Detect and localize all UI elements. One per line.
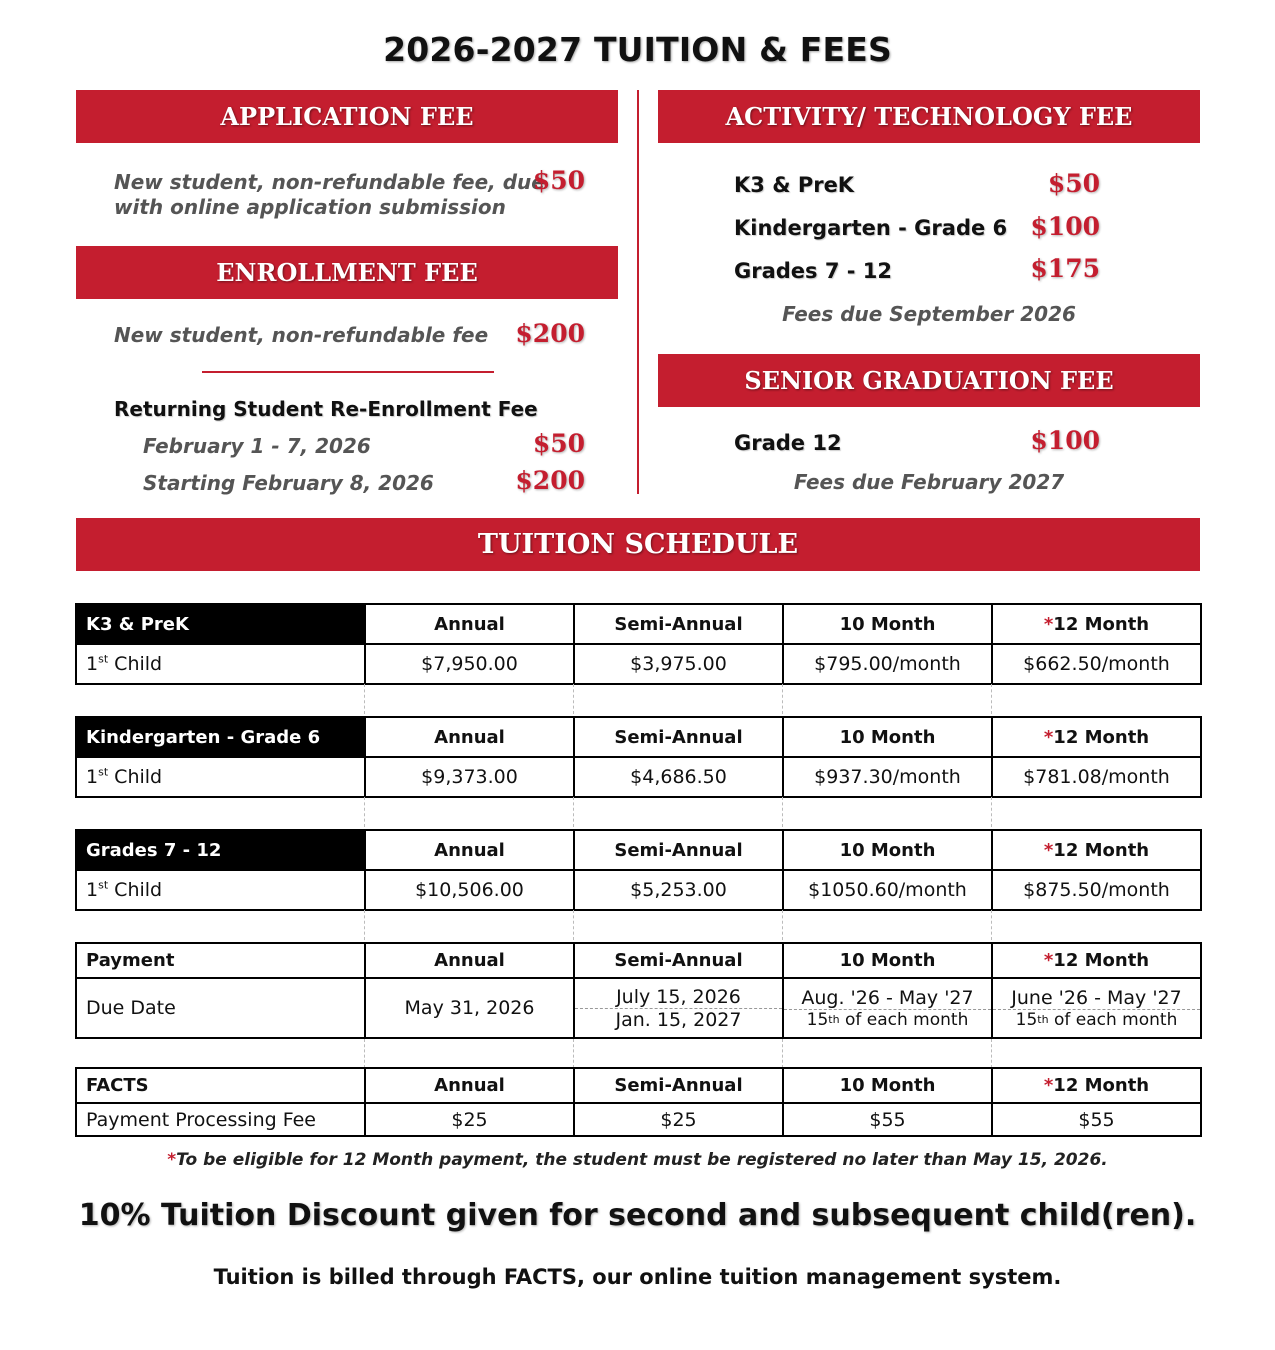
value-12-month: $875.50/month [992, 870, 1201, 910]
child-label [76, 757, 365, 797]
col-12-month-label: 12 Month [1053, 726, 1150, 748]
payment-table [75, 942, 1202, 1039]
col-annual: Annual [365, 1068, 574, 1103]
col-10-month: 10 Month [783, 943, 992, 978]
activity-fee-heading: ACTIVITY/ TECHNOLOGY FEE [658, 90, 1200, 143]
due-10-num: 15 [806, 1009, 829, 1030]
tuition-table-k-grade6 [75, 716, 1202, 798]
application-fee-price: $50 [532, 166, 585, 195]
asterisk: * [1043, 1075, 1054, 1096]
child-suffix: Child [108, 879, 163, 901]
table-gap [75, 910, 1200, 940]
payment-title: Payment [76, 943, 365, 978]
child-sup: st [98, 652, 109, 666]
asterisk: * [1043, 839, 1054, 861]
col-semi-annual: Semi-Annual [574, 943, 783, 978]
col-12-month [992, 943, 1201, 978]
billing-statement: Tuition is billed through FACTS, our online tuition management system. [213, 1265, 1062, 1289]
facts-semi-annual: $25 [574, 1103, 783, 1136]
col-annual: Annual [365, 717, 574, 757]
due-semi-annual [574, 978, 783, 1038]
application-fee-heading: APPLICATION FEE [76, 90, 618, 143]
activity-item-label: K3 & PreK [734, 173, 855, 197]
child-num: 1 [86, 766, 99, 788]
child-sup: st [98, 765, 109, 779]
facts-10-month: $55 [783, 1103, 992, 1136]
graduation-fee-due: Fees due February 2027 [793, 470, 1065, 494]
facts-12-month: $55 [992, 1103, 1201, 1136]
due-12-rest: of each month [1048, 1009, 1178, 1030]
due-10-rest: of each month [839, 1009, 969, 1030]
value-semi-annual: $3,975.00 [574, 644, 783, 684]
due-12-num: 15 [1015, 1009, 1038, 1030]
col-12-month-label: 12 Month [1053, 1075, 1150, 1096]
table-gap [75, 797, 1200, 827]
child-label [76, 644, 365, 684]
facts-row-label: Payment Processing Fee [76, 1103, 365, 1136]
due-12-day: 15 th of each month [1015, 1009, 1178, 1030]
footnote-text: To be eligible for 12 Month payment, the student must be registered no later than May 15, 2026. [176, 1150, 1108, 1170]
enrollment-new-text: New student, non-refundable fee [114, 323, 489, 347]
due-10-day: 15 th of each month [806, 1009, 969, 1030]
asterisk: * [1043, 950, 1054, 971]
table-gap [75, 1039, 1200, 1068]
col-12-month [992, 1068, 1201, 1103]
tuition-table-k3-prek [75, 603, 1202, 685]
col-12-month-label: 12 Month [1053, 839, 1150, 861]
asterisk: * [1043, 613, 1054, 635]
footnote [0, 1150, 1275, 1170]
returning-late-label: Starting February 8, 2026 [143, 471, 434, 495]
returning-early-price: $50 [532, 429, 585, 458]
group-name: Grades 7 - 12 [76, 830, 365, 870]
value-semi-annual: $5,253.00 [574, 870, 783, 910]
child-num: 1 [86, 879, 99, 901]
value-10-month: $1050.60/month [783, 870, 992, 910]
child-label [76, 870, 365, 910]
tuition-schedule-heading: TUITION SCHEDULE [76, 518, 1200, 571]
enrollment-divider [202, 371, 494, 373]
tuition-table-grades-7-12 [75, 829, 1202, 911]
due-semi-2: Jan. 15, 2027 [615, 1008, 742, 1031]
discount-statement: 10% Tuition Discount given for second and subsequent child(ren). [78, 1198, 1197, 1233]
enrollment-new-price: $200 [515, 319, 585, 348]
due-10-month [783, 978, 992, 1038]
facts-table [75, 1067, 1202, 1137]
value-10-month: $795.00/month [783, 644, 992, 684]
table-gap [75, 684, 1200, 714]
value-annual: $10,506.00 [365, 870, 574, 910]
application-fee-line2: with online application submission [114, 195, 506, 219]
returning-late-price: $200 [515, 466, 585, 495]
activity-item-label: Kindergarten - Grade 6 [734, 216, 1008, 240]
col-12-month [992, 717, 1201, 757]
due-semi-1: July 15, 2026 [575, 986, 782, 1009]
due-12-range: June '26 - May '27 [993, 987, 1200, 1010]
application-fee-line1: New student, non-refundable fee, due [114, 170, 545, 194]
facts-title: FACTS [76, 1068, 365, 1103]
activity-item-label: Grades 7 - 12 [734, 259, 893, 283]
returning-title: Returning Student Re-Enrollment Fee [114, 397, 538, 421]
enrollment-fee-heading: ENROLLMENT FEE [76, 246, 618, 299]
col-annual: Annual [365, 943, 574, 978]
activity-item-price: $175 [1030, 254, 1100, 283]
asterisk: * [167, 1150, 177, 1170]
child-num: 1 [86, 653, 99, 675]
col-12-month [992, 830, 1201, 870]
value-10-month: $937.30/month [783, 757, 992, 797]
col-10-month: 10 Month [783, 717, 992, 757]
due-12-month [992, 978, 1201, 1038]
value-semi-annual: $4,686.50 [574, 757, 783, 797]
graduation-price: $100 [1030, 426, 1100, 455]
activity-item-price: $50 [1047, 169, 1100, 198]
col-10-month: 10 Month [783, 1068, 992, 1103]
due-annual: May 31, 2026 [365, 978, 574, 1038]
activity-item-price: $100 [1030, 212, 1100, 241]
col-12-month-label: 12 Month [1053, 613, 1150, 635]
activity-fee-due: Fees due September 2026 [782, 302, 1076, 326]
col-semi-annual: Semi-Annual [574, 830, 783, 870]
col-semi-annual: Semi-Annual [574, 604, 783, 644]
value-12-month: $662.50/month [992, 644, 1201, 684]
facts-annual: $25 [365, 1103, 574, 1136]
col-12-month-label: 12 Month [1053, 950, 1150, 971]
col-10-month: 10 Month [783, 830, 992, 870]
col-semi-annual: Semi-Annual [574, 1068, 783, 1103]
returning-early-label: February 1 - 7, 2026 [143, 434, 371, 458]
child-suffix: Child [108, 653, 163, 675]
col-12-month [992, 604, 1201, 644]
child-sup: st [98, 878, 109, 892]
col-annual: Annual [365, 830, 574, 870]
col-10-month: 10 Month [783, 604, 992, 644]
asterisk: * [1043, 726, 1054, 748]
graduation-label: Grade 12 [734, 431, 842, 455]
child-suffix: Child [108, 766, 163, 788]
due-10-range: Aug. '26 - May '27 [784, 987, 991, 1010]
col-annual: Annual [365, 604, 574, 644]
page-title: 2026-2027 TUITION & FEES [383, 30, 892, 69]
group-name: K3 & PreK [76, 604, 365, 644]
col-semi-annual: Semi-Annual [574, 717, 783, 757]
value-12-month: $781.08/month [992, 757, 1201, 797]
graduation-fee-heading: SENIOR GRADUATION FEE [658, 354, 1200, 407]
value-annual: $7,950.00 [365, 644, 574, 684]
due-date-label: Due Date [76, 978, 365, 1038]
group-name: Kindergarten - Grade 6 [76, 717, 365, 757]
column-divider [637, 90, 639, 494]
value-annual: $9,373.00 [365, 757, 574, 797]
